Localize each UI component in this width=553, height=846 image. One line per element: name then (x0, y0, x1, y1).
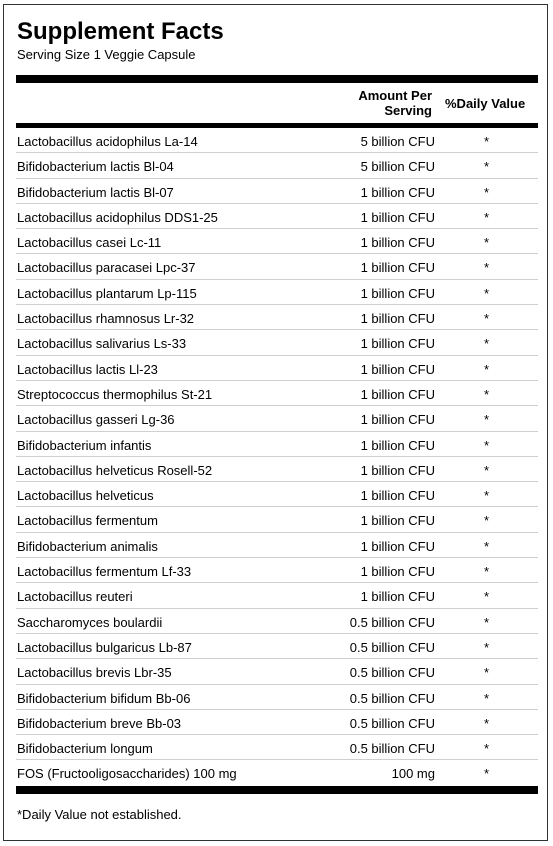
ingredient-name: Lactobacillus rhamnosus Lr-32 (17, 311, 195, 327)
ingredient-name: Lactobacillus casei Lc-11 (17, 235, 162, 251)
ingredient-daily-value: * (484, 538, 490, 554)
supplement-facts-panel (3, 4, 548, 841)
ingredient-list (16, 128, 538, 786)
ingredient-amount: 0.5 billion CFU (349, 690, 435, 706)
ingredient-amount: 100 mg (391, 766, 435, 782)
amount-per-serving-header (358, 88, 432, 118)
ingredient-daily-value: * (484, 488, 490, 504)
ingredient-daily-value: * (484, 159, 490, 175)
ingredient-amount: 1 billion CFU (360, 209, 435, 225)
ingredient-row (16, 229, 538, 254)
top-divider-bar (16, 75, 538, 83)
ingredient-amount: 1 billion CFU (360, 462, 435, 478)
ingredient-name: Streptococcus thermophilus St-21 (17, 386, 213, 402)
ingredient-row (16, 583, 538, 608)
ingredient-name: Bifidobacterium lactis Bl-04 (17, 159, 174, 175)
ingredient-row (16, 482, 538, 507)
ingredient-daily-value: * (484, 260, 490, 276)
ingredient-row (16, 760, 538, 785)
ingredient-name: Lactobacillus acidophilus La-14 (17, 134, 198, 149)
ingredient-name: Lactobacillus brevis Lbr-35 (17, 665, 172, 681)
ingredient-daily-value: * (484, 311, 490, 327)
ingredient-row (16, 356, 538, 381)
ingredient-amount: 1 billion CFU (360, 437, 435, 453)
ingredient-amount: 1 billion CFU (360, 513, 435, 529)
ingredient-row (16, 533, 538, 558)
ingredient-row (16, 406, 538, 431)
ingredient-row (16, 204, 538, 229)
ingredient-amount: 1 billion CFU (360, 488, 435, 504)
serving-size: Serving Size 1 Veggie Capsule (17, 47, 196, 62)
ingredient-amount: 1 billion CFU (360, 589, 435, 605)
ingredient-name: Bifidobacterium lactis Bl-07 (17, 184, 174, 200)
ingredient-name: Lactobacillus salivarius Ls-33 (17, 336, 187, 352)
ingredient-daily-value: * (484, 209, 490, 225)
footnote: *Daily Value not established. (17, 807, 182, 822)
ingredient-name: Bifidobacterium breve Bb-03 (17, 715, 182, 731)
amount-header-line-1: Amount Per (358, 88, 432, 103)
ingredient-name: Lactobacillus gasseri Lg-36 (17, 412, 175, 428)
daily-value-header: %Daily Value (445, 96, 526, 111)
ingredient-amount: 0.5 billion CFU (349, 665, 435, 681)
ingredient-daily-value: * (484, 285, 490, 301)
ingredient-daily-value: * (484, 462, 490, 478)
ingredient-row (16, 432, 538, 457)
ingredient-amount: 1 billion CFU (360, 538, 435, 554)
ingredient-row (16, 128, 538, 153)
ingredient-name: Bifidobacterium animalis (17, 538, 158, 554)
ingredient-daily-value: * (484, 690, 490, 706)
ingredient-daily-value: * (484, 437, 490, 453)
ingredient-daily-value: * (484, 766, 490, 782)
ingredient-row (16, 381, 538, 406)
ingredient-amount: 1 billion CFU (360, 564, 435, 580)
ingredient-row (16, 685, 538, 710)
bottom-divider-bar (16, 786, 538, 794)
ingredient-name: Saccharomyces boulardii (17, 614, 163, 630)
ingredient-name: Lactobacillus fermentum Lf-33 (17, 564, 192, 580)
ingredient-amount: 1 billion CFU (360, 361, 435, 377)
ingredient-daily-value: * (484, 639, 490, 655)
ingredient-name: Lactobacillus acidophilus DDS1-25 (17, 209, 218, 225)
ingredient-name: Bifidobacterium bifidum Bb-06 (17, 690, 191, 706)
ingredient-amount: 0.5 billion CFU (349, 639, 435, 655)
ingredient-row (16, 305, 538, 330)
ingredient-name: Lactobacillus helveticus Rosell-52 (17, 462, 213, 478)
ingredient-daily-value: * (484, 741, 490, 757)
ingredient-amount: 5 billion CFU (360, 134, 435, 149)
ingredient-daily-value: * (484, 134, 490, 149)
ingredient-name: Lactobacillus reuteri (17, 589, 133, 605)
ingredient-amount: 1 billion CFU (360, 386, 435, 402)
ingredient-row (16, 710, 538, 735)
ingredient-daily-value: * (484, 184, 490, 200)
ingredient-name: Lactobacillus paracasei Lpc-37 (17, 260, 196, 276)
ingredient-row (16, 254, 538, 279)
ingredient-row (16, 735, 538, 760)
ingredient-name: Lactobacillus plantarum Lp-115 (17, 285, 197, 301)
ingredient-name: Lactobacillus bulgaricus Lb-87 (17, 639, 192, 655)
ingredient-amount: 0.5 billion CFU (349, 715, 435, 731)
ingredient-amount: 1 billion CFU (360, 412, 435, 428)
ingredient-name: FOS (Fructooligosaccharides) 100 mg (17, 766, 237, 782)
ingredient-row (16, 659, 538, 684)
ingredient-daily-value: * (484, 235, 490, 251)
ingredient-daily-value: * (484, 715, 490, 731)
ingredient-amount: 0.5 billion CFU (349, 614, 435, 630)
ingredient-name: Lactobacillus lactis Ll-23 (17, 361, 158, 377)
ingredient-amount: 1 billion CFU (360, 184, 435, 200)
panel-title: Supplement Facts (17, 18, 224, 45)
ingredient-amount: 1 billion CFU (360, 311, 435, 327)
ingredient-row (16, 609, 538, 634)
ingredient-daily-value: * (484, 386, 490, 402)
ingredient-daily-value: * (484, 361, 490, 377)
ingredient-row (16, 634, 538, 659)
ingredient-name: Lactobacillus helveticus (17, 488, 154, 504)
amount-header-line-2: Serving (384, 103, 432, 118)
ingredient-daily-value: * (484, 336, 490, 352)
ingredient-row (16, 507, 538, 532)
ingredient-row (16, 457, 538, 482)
ingredient-row (16, 558, 538, 583)
ingredient-amount: 5 billion CFU (360, 159, 435, 175)
ingredient-row (16, 330, 538, 355)
ingredient-amount: 1 billion CFU (360, 336, 435, 352)
ingredient-name: Bifidobacterium infantis (17, 437, 152, 453)
ingredient-daily-value: * (484, 589, 490, 605)
ingredient-daily-value: * (484, 513, 490, 529)
ingredient-daily-value: * (484, 665, 490, 681)
ingredient-amount: 0.5 billion CFU (349, 741, 435, 757)
ingredient-row (16, 153, 538, 178)
ingredient-daily-value: * (484, 564, 490, 580)
ingredient-daily-value: * (484, 412, 490, 428)
ingredient-amount: 1 billion CFU (360, 260, 435, 276)
ingredient-row (16, 179, 538, 204)
ingredient-daily-value: * (484, 614, 490, 630)
ingredient-name: Bifidobacterium longum (17, 741, 153, 757)
ingredient-name: Lactobacillus fermentum (17, 513, 158, 529)
ingredient-row (16, 280, 538, 305)
ingredient-amount: 1 billion CFU (360, 285, 435, 301)
ingredient-amount: 1 billion CFU (360, 235, 435, 251)
